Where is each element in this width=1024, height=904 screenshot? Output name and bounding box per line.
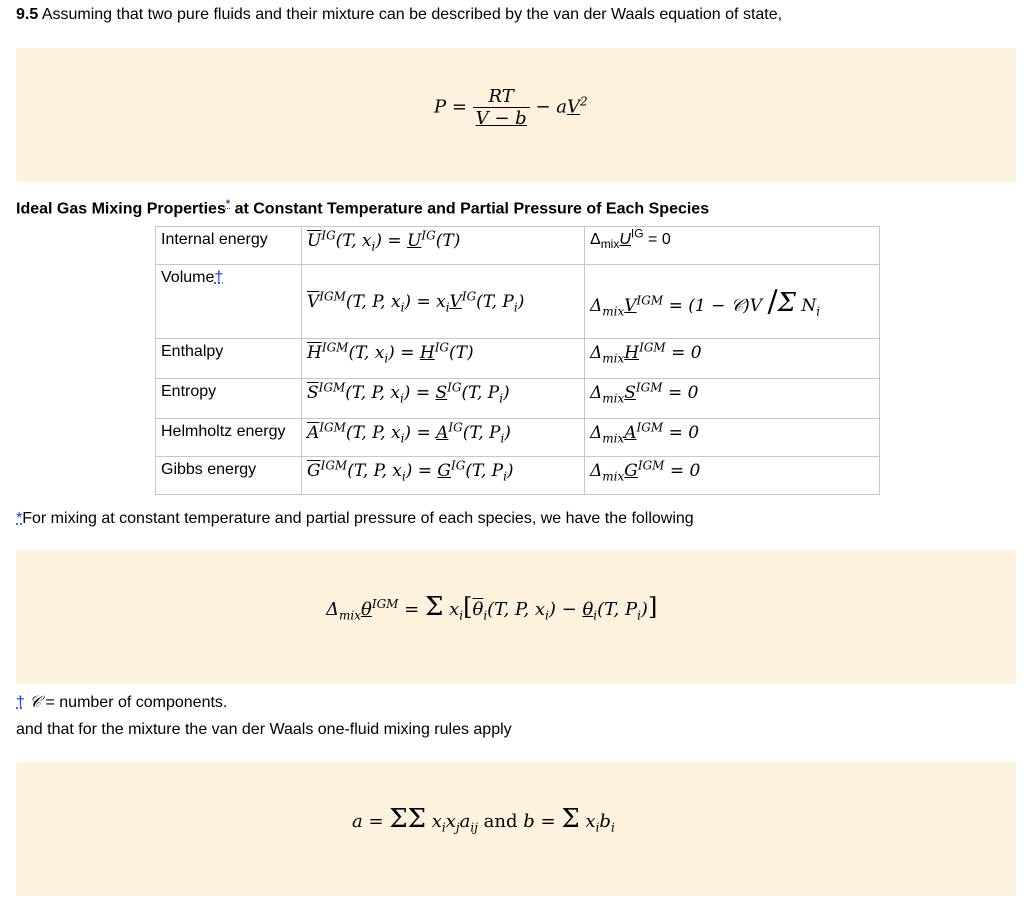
footnote-dagger-marker[interactable]: † (16, 694, 25, 711)
footnote-star-text: For mixing at constant temperature and partial pressure of each species, we have the following (22, 510, 694, 527)
vdw-molar-volume: V (566, 96, 580, 118)
and-word: and (483, 811, 518, 832)
volume-mix: $\Delta_{mix}V^{IGM} = (1$ − 𝒞)V /Σ $N_i$ (585, 265, 880, 339)
mixing-rules-equation: a = ΣΣ $x_ix_ja_{ij}$ and b = Σ $x_ib_i$ (352, 804, 615, 835)
gibbs-mix: $\Delta_{mix}G^{IGM} = 0$ (585, 457, 880, 495)
footnote-dagger-link[interactable]: † (214, 269, 224, 286)
problem-statement (16, 6, 782, 24)
enthalpy-mix: $\Delta_{mix}H^{IGM} = 0$ (585, 339, 880, 379)
table-title (16, 198, 709, 218)
vdw-equation (434, 86, 588, 129)
table-row (156, 339, 880, 379)
mixing-equation: $\Delta_{mix}\theta^{IGM} = \Sigma$ $x_i[\overline{\theta}_i(T$, P, $x_i) - \theta_i(T$, $P_i$)] (326, 592, 658, 623)
vdw-numerator: RT (488, 86, 514, 107)
entropy-equation: $\overline{S}^{IGM}(T$, P, $x_i) = S^{IG}(T$, $P_i$) (302, 379, 585, 419)
problem-number: 9.5 (16, 6, 39, 23)
table-title-rest: at Constant Temperature and Partial Pressure of Each Species (230, 200, 710, 218)
helmholtz-equation: $\overline{A}^{IGM}(T$, P, $x_i) = A^{IG}(T$, $P_i$) (302, 419, 585, 457)
entropy-mix: $\Delta_{mix}S^{IGM} = 0$ (585, 379, 880, 419)
table-row (156, 265, 880, 339)
table-row (156, 379, 880, 419)
footnote-dagger: † 𝒞 = number of components. (16, 692, 228, 711)
vdw-power: 2 (579, 94, 588, 109)
mixing-rules-intro: and that for the mixture the van der Waals one-fluid mixing rules apply (16, 721, 512, 738)
vdw-lhs: P = (434, 96, 467, 118)
row-name-internal-energy: Internal energy (156, 227, 302, 265)
table-title-main: Ideal Gas Mixing Properties (16, 200, 226, 218)
row-name-helmholtz: Helmholtz energy (156, 419, 302, 457)
internal-energy-equation: $\overline{U}^{IG}(T$, $x_i) = U^{IG}(T)$ (302, 227, 585, 265)
problem-text: Assuming that two pure fluids and their mixture can be described by the van der Waals equation of state, (41, 6, 783, 23)
volume-equation: $\overline{V}^{IGM}(T$, P, $x_i) = x_iV^{IG}(T$, $P_i$) (302, 265, 585, 339)
vdw-denominator: V − b (475, 108, 527, 129)
footnote-dagger-text: = number of components. (41, 694, 228, 711)
row-name-gibbs: Gibbs energy (156, 457, 302, 495)
row-name-enthalpy: Enthalpy (156, 339, 302, 379)
row-name-entropy: Entropy (156, 379, 302, 419)
footnote-star-link[interactable]: * (225, 198, 231, 210)
internal-energy-mix: $\Delta_{mix}U^{IG} = 0$ (585, 227, 880, 265)
table-row (156, 419, 880, 457)
equation-box-mixing-rules (16, 762, 1016, 896)
table-row (156, 227, 880, 265)
mixing-properties-table (155, 226, 880, 495)
table-row (156, 457, 880, 495)
footnote-star (16, 510, 694, 528)
footnote-star-marker[interactable]: * (16, 510, 23, 527)
helmholtz-mix: $\Delta_{mix}A^{IGM} = 0$ (585, 419, 880, 457)
enthalpy-equation: $\overline{H}^{IGM}(T$, $x_i) = H^{IG}(T)$ (302, 339, 585, 379)
equation-box-vdw (16, 48, 1016, 182)
equation-box-mixing (16, 550, 1016, 684)
vdw-minus-a: − a (535, 96, 567, 118)
gibbs-equation: $\overline{G}^{IGM}(T$, P, $x_i) = G^{IG}(T$, $P_i$) (302, 457, 585, 495)
row-name-volume: Volume† (156, 265, 302, 339)
